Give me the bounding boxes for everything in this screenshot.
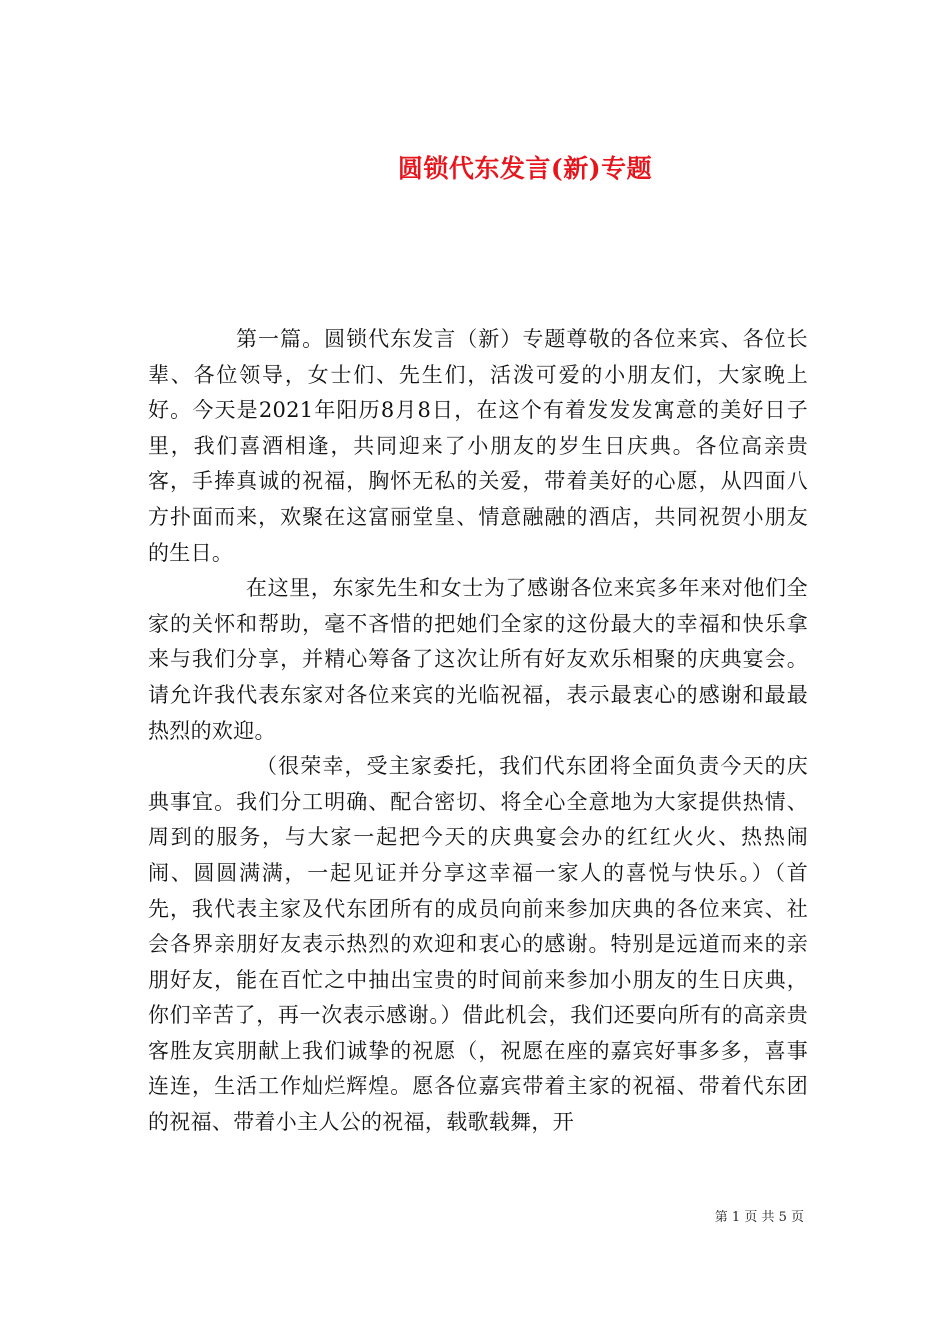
paragraph-3: （很荣幸，受主家委托，我们代东团将全面负责今天的庆典事宜。我们分工明确、配合密切、将全心全意地为大家提供热情、周到的服务，与大家一起把今天的庆典宴会办的红红火火、热热闹闹、圆圆满满，一起见证并分享这幸福一家人的喜悦与快乐。）（首先，我代表主家及代东团所有的成员向前来参加庆典的各位来宾、社会各界亲朋好友表示热烈的欢迎和衷心的感谢。特别是远道而来的亲朋好友，能在百忙之中抽出宝贵的时间前来参加小朋友的生日庆典，你们辛苦了，再一次表示感谢。）借此机会，我们还要向所有的高亲贵客胜友宾朋献上我们诚挚的祝愿（，祝愿在座的嘉宾好事多多，喜事连连，生活工作灿烂辉煌。愿各位嘉宾带着主家的祝福、带着代东团的祝福、带着小主人公的祝福，载歌载舞，开 bbox=[148, 754, 808, 1135]
paragraph-2: 在这里，东家先生和女士为了感谢各位来宾多年来对他们全家的关怀和帮助，毫不吝惜的把她们全家的这份最大的幸福和快乐拿来与我们分享，并精心筹备了这次让所有好友欢乐相聚的庆典宴会。请允许我代表东家对各位来宾的光临祝福，表示最衷心的感谢和最最热烈的欢迎。 bbox=[148, 576, 808, 743]
page-number-footer: 第 1 页 共 5 页 bbox=[714, 1210, 804, 1225]
paragraph-1: 第一篇。圆锁代东发言（新）专题尊敬的各位来宾、各位长辈、各位领导，女士们、先生们，活泼可爱的小朋友们，大家晚上好。今天是2021年阳历8月8日，在这个有着发发发寓意的美好日子里，我们喜酒相逢，共同迎来了小朋友的岁生日庆典。各位高亲贵客，手捧真诚的祝福，胸怀无私的关爱，带着美好的心愿，从四面八方扑面而来，欢聚在这富丽堂皇、情意融融的酒店，共同祝贺小朋友的生日。 bbox=[148, 327, 808, 565]
document-body bbox=[148, 322, 808, 1141]
document-title: 圆锁代东发言(新)专题 bbox=[397, 153, 653, 183]
